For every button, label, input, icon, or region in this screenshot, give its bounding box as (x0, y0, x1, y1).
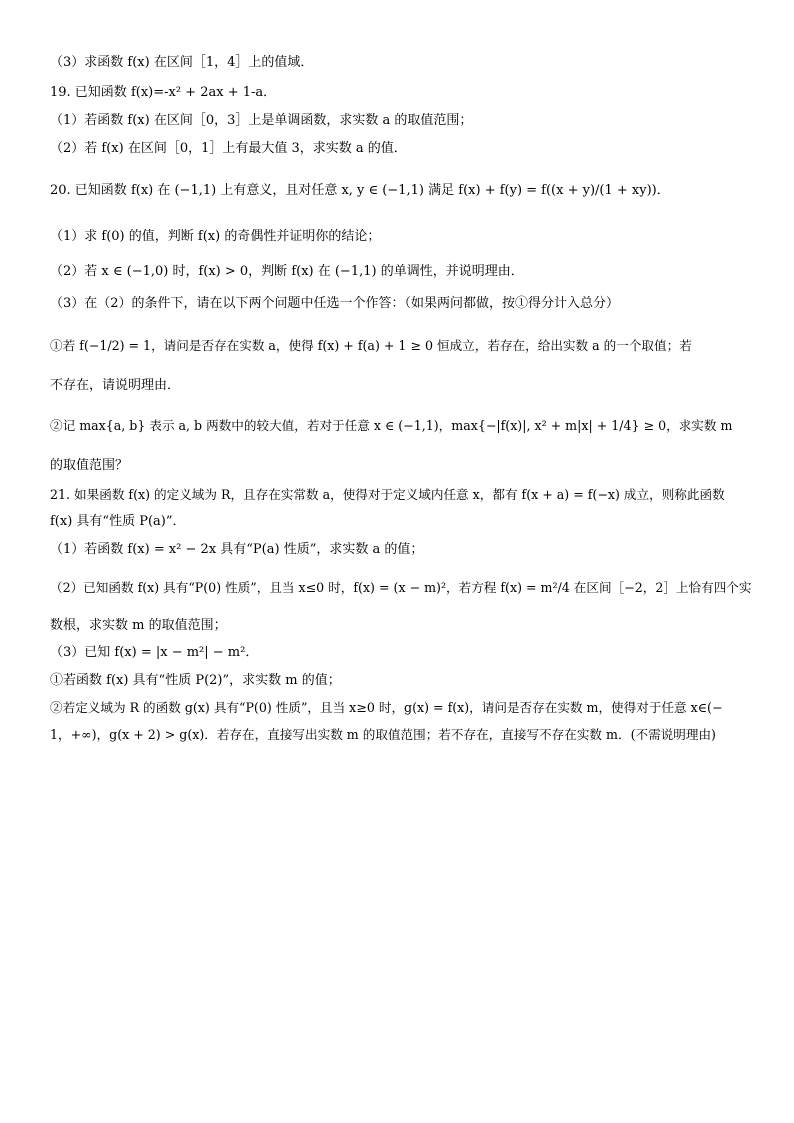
q21-part3-option2: ②若定义域为 R 的函数 g(x) 具有“P(0) 性质”，且当 x≥0 时，g(x) = f(x)，请问是否存在实数 m，使得对于任意 x∈(− (50, 700, 723, 715)
q18-part3: （3）求函数 f(x) 在区间［1，4］上的值域． (50, 55, 314, 70)
q19-stem: 19. 已知函数 f(x)=-x² + 2ax + 1-a． (50, 85, 277, 100)
q20-option2: ②记 max{a, b} 表示 a, b 两数中的较大值，若对于任意 x ∈ (−1,1)，max{−|f(x)|, x² + m|x| + 1/4} ≥ 0，求实数 m (50, 418, 733, 433)
q19-part1: （1）若函数 f(x) 在区间［0，3］上是单调函数，求实数 a 的取值范围； (50, 113, 473, 128)
q20-part2: （2）若 x ∈ (−1,0) 时，f(x) > 0，判断 f(x) 在 (−1,1) 的单调性，并说明理由． (50, 264, 524, 279)
q20-stem: 20. 已知函数 f(x) 在 (−1,1) 上有意义，且对任意 x, y ∈ (−1,1) 满足 f(x) + f(y) = f((x + y)/(1 + xy))． (50, 183, 670, 198)
q21-stem-cont: f(x) 具有“性质 P(a)”． (50, 514, 186, 529)
q21-part3-option2-cont: 1，+∞)，g(x + 2) > g(x)．若存在，直接写出实数 m 的取值范围；若不存在，直接写不存在实数 m．(不需说明理由) (50, 727, 716, 742)
q21-part2-cont: 数根，求实数 m 的取值范围； (50, 618, 227, 633)
q20-option1: ①若 f(−1/2) = 1，请问是否存在实数 a，使得 f(x) + f(a) + 1 ≥ 0 恒成立，若存在，给出实数 a 的一个取值；若 (50, 338, 692, 353)
q21-part1: （1）若函数 f(x) = x² − 2x 具有“P(a) 性质”，求实数 a 的值； (50, 542, 424, 557)
q20-option2-cont: 的取值范围？ (50, 458, 129, 473)
q20-option1-cont: 不存在，请说明理由． (50, 378, 181, 393)
q20-part3: （3）在（2）的条件下，请在以下两个问题中任选一个作答：（如果两问都做，按①得分计入总分） (50, 296, 620, 311)
q21-stem: 21. 如果函数 f(x) 的定义域为 R，且存在实常数 a，使得对于定义域内任意 x，都有 f(x + a) = f(−x) 成立，则称此函数 (50, 487, 725, 502)
q19-part2: （2）若 f(x) 在区间［0，1］上有最大值 3，求实数 a 的值． (50, 141, 407, 156)
q21-part3-option1: ①若函数 f(x) 具有“性质 P(2)”，求实数 m 的值； (50, 673, 341, 688)
q20-part1: （1）求 f(0) 的值，判断 f(x) 的奇偶性并证明你的结论； (50, 229, 381, 244)
q21-part3: （3）已知 f(x) = |x − m²| − m²． (50, 645, 259, 660)
q21-part2: （2）已知函数 f(x) 具有“P(0) 性质”，且当 x≤0 时，f(x) = (x − m)²，若方程 f(x) = m²/4 在区间［−2，2］上恰有四个实 (50, 580, 752, 595)
